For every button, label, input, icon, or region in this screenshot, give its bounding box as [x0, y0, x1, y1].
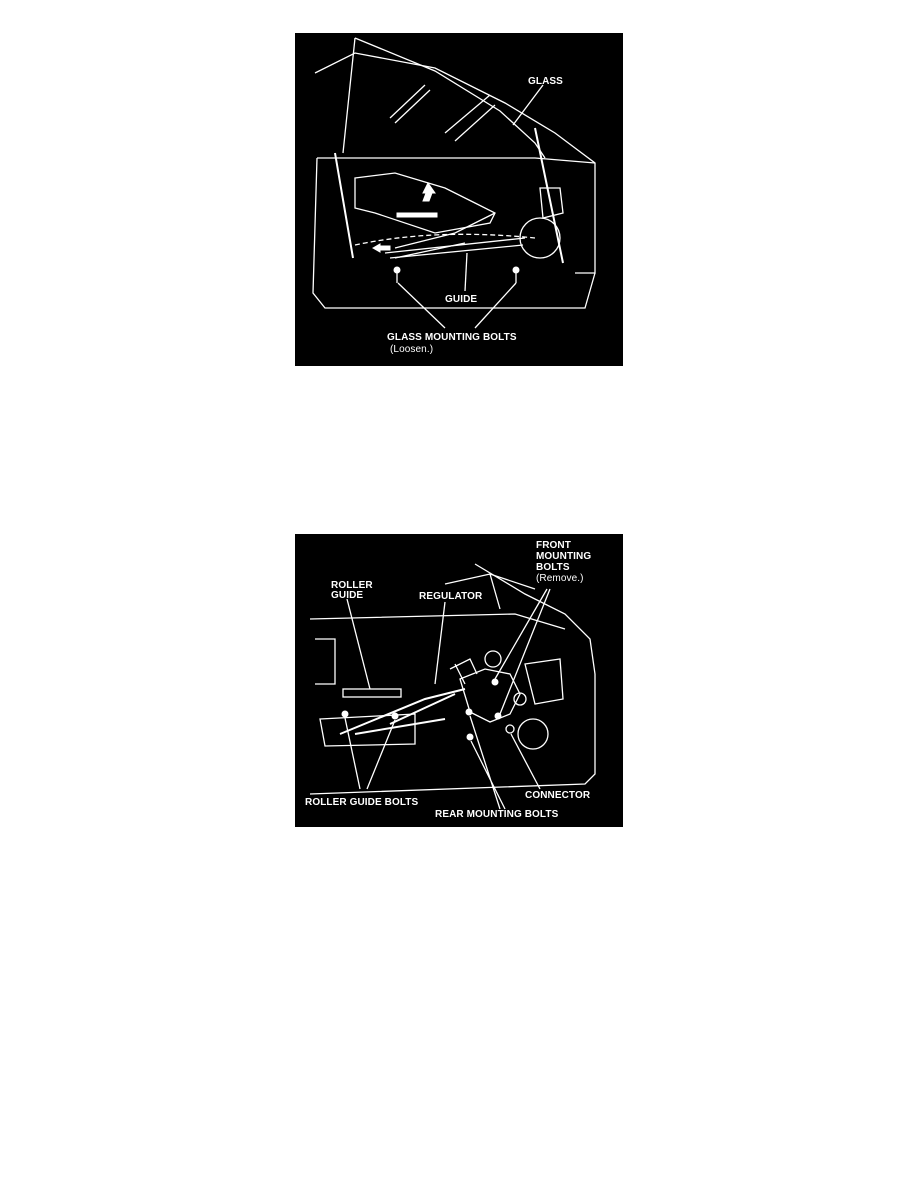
- guide-label: GUIDE: [445, 294, 478, 305]
- roller-guide: [343, 689, 401, 697]
- loosen-note: (Loosen.): [390, 344, 434, 355]
- glass-mounting-bolt-front: [513, 267, 519, 273]
- roller-guide-bolt-rear: [342, 711, 348, 717]
- roller-guide-label-line2: GUIDE: [331, 590, 364, 601]
- regulator-arms: [395, 213, 495, 258]
- door-glass-illustration: [295, 33, 623, 366]
- left-arrow-icon: [373, 244, 390, 252]
- up-arrow-icon: [423, 183, 435, 201]
- connector-label: CONNECTOR: [525, 790, 591, 801]
- roller-guide-label-line1: ROLLER: [331, 580, 373, 591]
- remove-note: (Remove.): [536, 573, 584, 584]
- bolts-leader-lines: [398, 283, 516, 328]
- connector-leader-line: [511, 734, 540, 789]
- front-mounting-bolt-upper: [492, 679, 498, 685]
- motor-gear: [485, 651, 501, 667]
- bolt-shanks: [397, 273, 516, 283]
- regulator-label: REGULATOR: [419, 591, 483, 602]
- guide-strip: [397, 213, 437, 217]
- rear-mounting-bolt-upper: [466, 709, 472, 715]
- door-right-opening: [525, 659, 563, 704]
- glass-label: GLASS: [528, 76, 563, 87]
- window-regulator-diagram: [295, 534, 623, 827]
- door-upper-opening: [315, 639, 335, 684]
- rear-rail: [335, 153, 353, 258]
- glass-leader-line: [513, 85, 543, 125]
- roller-guide-bolts-label: ROLLER GUIDE BOLTS: [305, 797, 419, 808]
- front-bolts-leader-lines: [495, 589, 550, 714]
- regulator-arms: [340, 689, 465, 734]
- glass-reflection-lines: [390, 85, 495, 141]
- roller-guide-bolt-front: [392, 713, 398, 719]
- regulator-bracket: [450, 659, 477, 684]
- rear-bolts-leader-lines: [470, 716, 505, 809]
- glass-mounting-bolt-rear: [394, 267, 400, 273]
- regulator-leader-line: [435, 602, 445, 684]
- front-mounting-bolts-label-line3: BOLTS: [536, 562, 570, 573]
- door-speaker-hole: [518, 719, 548, 749]
- door-glass-diagram: [295, 33, 623, 366]
- rear-mounting-bolts-label: REAR MOUNTING BOLTS: [435, 809, 559, 820]
- connector-plug: [506, 725, 514, 733]
- roller-guide-leader-line: [347, 599, 370, 689]
- door-belt-line: [310, 614, 565, 629]
- front-rail: [535, 128, 563, 263]
- front-mounting-bolts-label-line2: MOUNTING: [536, 551, 592, 562]
- glass-mounting-bolts-label: GLASS MOUNTING BOLTS: [387, 332, 517, 343]
- front-mounting-bolts-label-line1: FRONT: [536, 540, 571, 551]
- guide-leader-line: [465, 253, 467, 291]
- rear-mounting-bolt-lower: [467, 734, 473, 740]
